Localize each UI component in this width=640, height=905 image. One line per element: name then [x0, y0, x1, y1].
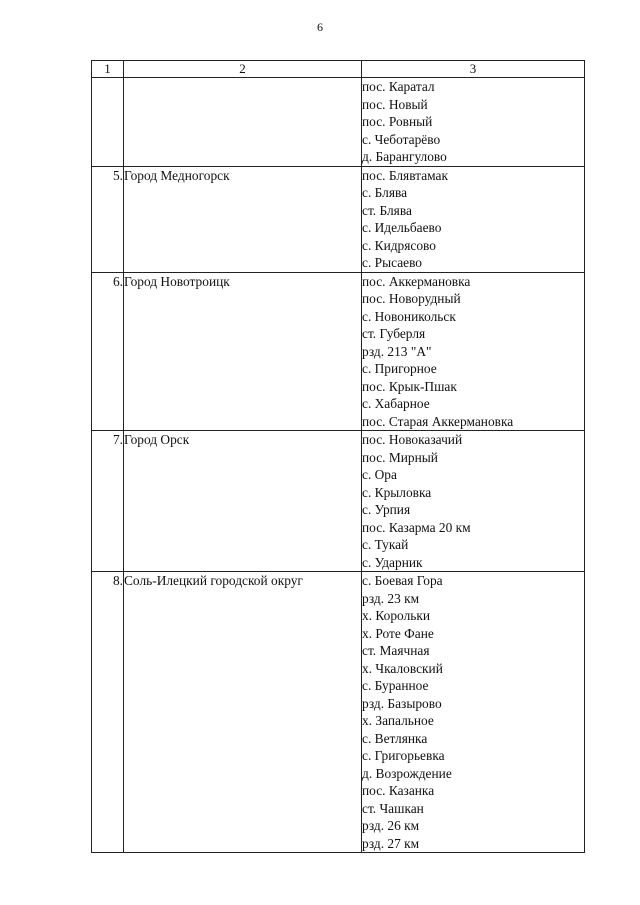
settlement-item: пос. Казанка [362, 783, 435, 798]
table-row [92, 572, 585, 853]
table-header-row [92, 61, 585, 78]
settlement-item: х. Роте Фане [362, 625, 434, 641]
row-number [92, 78, 124, 167]
settlement-item: с. Ударник [362, 554, 423, 570]
settlement-item: рзд. 26 км [362, 818, 420, 833]
settlement-item: пос. Казарма 20 км [362, 519, 471, 535]
district-name: Город Медногорск [124, 166, 362, 272]
settlement-item: рзд. 27 км [362, 835, 420, 851]
column-header-settlements: 3 [362, 61, 585, 78]
district-name: Город Новотроицк [124, 272, 362, 431]
settlement-item: пос. Старая Аккермановка [362, 413, 514, 429]
settlement-item: с. Чеботарёво [362, 131, 441, 147]
settlement-item: с. Григорьевка [362, 748, 445, 763]
table-row [92, 166, 585, 272]
settlement-item: с. Новоникольск [362, 308, 456, 324]
settlement-item: д. Возрождение [362, 765, 452, 781]
district-name: Соль-Илецкий городской округ [124, 572, 362, 853]
settlement-item: с. Идельбаево [362, 220, 442, 235]
settlement-item: х. Чкаловский [362, 660, 443, 676]
settlement-item: рзд. Базырово [362, 695, 442, 711]
settlement-item: с. Урпия [362, 502, 411, 517]
settlement-list [362, 78, 585, 167]
district-name: Город Орск [124, 431, 362, 572]
row-number: 7. [92, 431, 124, 572]
settlements-table [91, 60, 585, 853]
settlement-item: пос. Новорудный [362, 291, 461, 306]
settlement-item: с. Хабарное [362, 396, 430, 411]
settlement-item: х. Корольки [362, 608, 431, 623]
settlement-item: с. Кидрясово [362, 237, 436, 253]
settlement-list [362, 166, 585, 272]
settlement-item: рзд. 213 "А" [362, 343, 432, 359]
settlement-item: ст. Блява [362, 202, 412, 218]
table-row [92, 78, 585, 167]
table-row [92, 272, 585, 431]
settlement-list [362, 431, 585, 572]
settlement-item: пос. Ровный [362, 114, 433, 129]
settlement-item: с. Рысаево [362, 255, 423, 270]
settlement-list [362, 272, 585, 431]
row-number: 6. [92, 272, 124, 431]
settlement-item: с. Буранное [362, 678, 429, 693]
settlement-item: пос. Новый [362, 96, 428, 112]
column-header-number: 1 [92, 61, 124, 78]
row-number: 5. [92, 166, 124, 272]
table-body [92, 78, 585, 853]
settlement-item: пос. Новоказачий [362, 432, 463, 447]
settlement-item: с. Тукай [362, 537, 409, 552]
settlement-item: с. Ветлянка [362, 730, 428, 746]
settlement-item: х. Запальное [362, 713, 434, 728]
settlement-item: пос. Мирный [362, 449, 438, 465]
column-header-district: 2 [124, 61, 362, 78]
page-number: 6 [317, 20, 323, 34]
settlement-item: рзд. 23 км [362, 590, 420, 606]
settlement-item: пос. Крык-Пшак [362, 378, 457, 394]
settlement-item: с. Блява [362, 185, 408, 200]
settlement-item: пос. Блявтамак [362, 167, 448, 183]
settlement-item: с. Боевая Гора [362, 573, 443, 588]
settlement-item: пос. Каратал [362, 79, 435, 94]
settlement-item: ст. Чашкан [362, 800, 424, 816]
settlement-item: ст. Маячная [362, 643, 430, 658]
district-name [124, 78, 362, 167]
settlement-item: ст. Губерля [362, 326, 426, 341]
settlement-item: д. Барангулово [362, 149, 447, 164]
settlement-item: с. Крыловка [362, 484, 432, 500]
settlement-item: с. Ора [362, 467, 397, 482]
row-number: 8. [92, 572, 124, 853]
table-row [92, 431, 585, 572]
settlement-list [362, 572, 585, 853]
settlement-item: пос. Аккермановка [362, 273, 471, 289]
settlement-item: с. Пригорное [362, 361, 437, 376]
